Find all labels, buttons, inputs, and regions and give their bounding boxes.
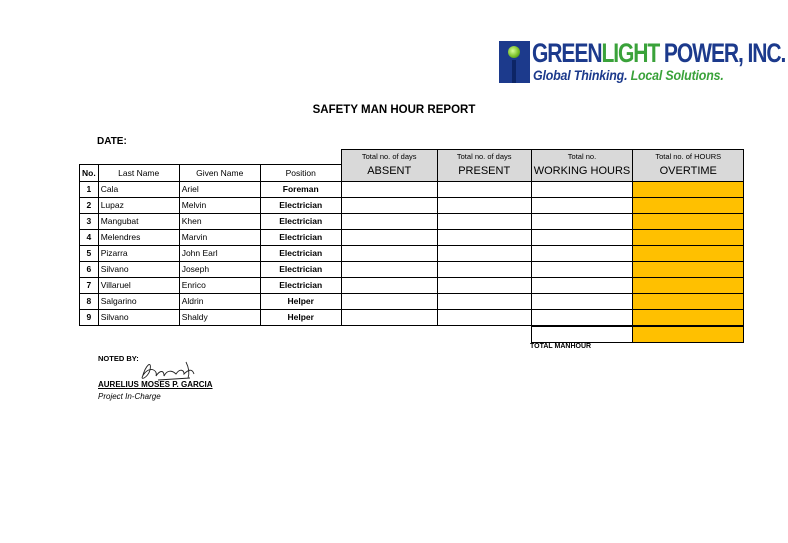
total-manhour-label: TOTAL MANHOUR xyxy=(530,343,592,350)
overtime-header: Total no. of HOURS OVERTIME xyxy=(633,150,744,182)
total-overtime-cell[interactable] xyxy=(633,326,744,343)
total-working-hours-cell[interactable] xyxy=(531,326,633,343)
present-header: Total no. of days PRESENT xyxy=(437,150,531,182)
logo-mark-icon xyxy=(499,41,530,83)
table-row: 5 Pizarra John Earl Electrician xyxy=(80,245,744,261)
table-row: 7 Villaruel Enrico Electrician xyxy=(80,277,744,293)
col-no-header: No. xyxy=(80,164,99,181)
date-label: DATE: xyxy=(97,136,127,147)
table-row: 2 Lupaz Melvin Electrician xyxy=(80,197,744,213)
table-row: 4 Melendres Marvin Electrician xyxy=(80,229,744,245)
total-row xyxy=(80,326,744,343)
col-position-header: Position xyxy=(260,164,341,181)
table-row: 6 Silvano Joseph Electrician xyxy=(80,261,744,277)
working-hours-header: Total no. WORKING HOURS xyxy=(531,150,633,182)
table-row: 9 Silvano Shaldy Helper xyxy=(80,309,744,326)
table-row: 3 Mangubat Khen Electrician xyxy=(80,213,744,229)
col-given-name-header: Given Name xyxy=(179,164,260,181)
company-logo xyxy=(499,38,786,86)
col-last-name-header: Last Name xyxy=(98,164,179,181)
absent-header: Total no. of days ABSENT xyxy=(341,150,437,182)
signer-role: Project In-Charge xyxy=(98,392,161,401)
table-row: 1 Cala Ariel Foreman xyxy=(80,181,744,197)
noted-by-label: NOTED BY: xyxy=(98,354,139,363)
signer-name: AURELIUS MOSES P. GARCIA xyxy=(98,380,213,389)
company-name: GREENLIGHT POWER, INC. xyxy=(532,38,786,68)
company-tagline: Global Thinking. Local Solutions. xyxy=(533,68,724,83)
table-row: 8 Salgarino Aldrin Helper xyxy=(80,293,744,309)
report-title: SAFETY MAN HOUR REPORT xyxy=(312,104,476,116)
man-hour-table xyxy=(79,149,744,343)
